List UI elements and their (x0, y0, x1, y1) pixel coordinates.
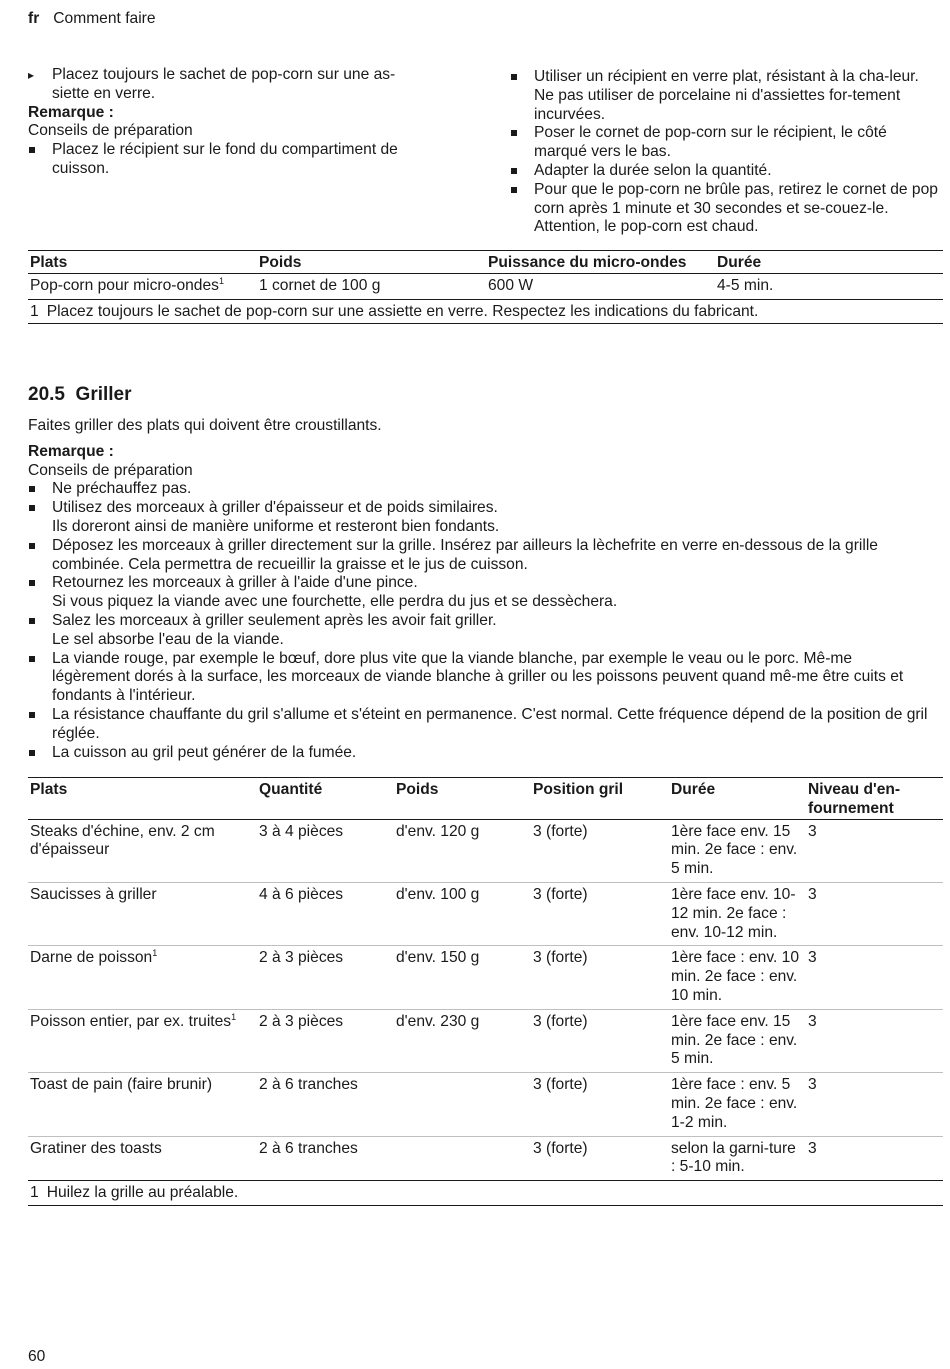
list-item: Pour que le pop-corn ne brûle pas, retirez le cornet de pop corn après 1 minute et 30 secondes et se-couez-le. Attention, le pop-corn est chaud. (510, 181, 940, 237)
table-cell: 3 (806, 946, 943, 1009)
item-text: La résistance chauffante du gril s'allume et s'éteint en permanence. C'est normal. Cette fréquence dépend de la position de gril réglée. (52, 705, 928, 742)
table-cell: d'env. 100 g (394, 882, 531, 945)
table-cell (28, 1136, 257, 1181)
popcorn-left-column (28, 66, 448, 179)
popcorn-right-list (510, 68, 940, 237)
item-subtext: Si vous piquez la viande avec une fourchette, elle perdra du jus et se dessèchera. (52, 593, 618, 611)
item-text: Salez les morceaux à griller seulement après les avoir fait griller. (52, 611, 497, 629)
table-cell: 3 (806, 819, 943, 882)
column-header: Poids (394, 778, 531, 820)
item-text: Ne préchauffez pas. (52, 480, 192, 498)
table-header-row (28, 251, 943, 274)
table-cell: 2 à 3 pièces (257, 946, 394, 1009)
column-header: Poids (257, 251, 486, 274)
popcorn-tip-line2: siette en verre. (52, 84, 156, 102)
footnote-text: Placez toujours le sachet de pop-corn sur une assiette en verre. Respectez les indications du fabricant. (46, 302, 759, 320)
cell-text: Gratiner des toasts (30, 1139, 162, 1157)
cell-text: Darne de poisson (30, 949, 153, 967)
table-cell: 4 à 6 pièces (257, 882, 394, 945)
table-cell: 2 à 6 tranches (257, 1073, 394, 1136)
list-item (28, 706, 928, 744)
popcorn-table (28, 250, 943, 324)
item-text: La viande rouge, par exemple le bœuf, dore plus vite que la viande blanche, par exemple le veau ou le porc. Mê-me légèrement dorés à la surface, les morceaux de viande blanche à griller ou les poissons peuvent quand mê-me être cuits et fondants à l'intérieur. (52, 649, 904, 705)
table-row (28, 1136, 943, 1181)
table-cell (394, 1073, 531, 1136)
table-cell: d'env. 120 g (394, 819, 531, 882)
table-cell (28, 273, 257, 299)
footnote-ref: 1 (218, 275, 224, 286)
table-cell: 3 (forte) (531, 882, 669, 945)
section-heading: 20.5 Griller (28, 384, 132, 405)
grill-advice-list (28, 480, 928, 762)
item-text: Retournez les morceaux à griller à l'aide d'une pince. (52, 574, 418, 592)
table-cell: selon la garni-ture : 5-10 min. (669, 1136, 806, 1181)
cell-text: Steaks d'échine, env. 2 cm d'épaisseur (30, 822, 215, 859)
popcorn-right-column (510, 68, 940, 237)
table-cell: 1 cornet de 100 g (257, 273, 486, 299)
page-number: 60 (28, 1348, 46, 1365)
item-text: Déposez les morceaux à griller directement sur la grille. Insérez par ailleurs la lèchefrite en verre en-dessous de la grille combinée. Cela permettra de recueillir la graisse et le jus de cuisson. (52, 536, 878, 573)
section-title: Comment faire (53, 10, 156, 27)
page-header (28, 10, 156, 29)
list-item: Poser le cornet de pop-corn sur le récipient, le côté marqué vers le bas. (510, 124, 940, 162)
table-cell: d'env. 150 g (394, 946, 531, 1009)
column-header: Quantité (257, 778, 394, 820)
table-cell: 3 (forte) (531, 1136, 669, 1181)
language-code: fr (28, 10, 40, 27)
list-item: Adapter la durée selon la quantité. (510, 162, 940, 181)
footnote-ref: 1 (231, 1011, 237, 1022)
table-header-row (28, 778, 943, 820)
popcorn-left-list (28, 141, 448, 179)
grill-intro: Faites griller des plats qui doivent être croustillants. (28, 417, 382, 434)
table-footnote (28, 1181, 943, 1206)
grill-table (28, 777, 943, 1206)
cell-text: Pop-corn pour micro-ondes (30, 276, 219, 294)
table-row (28, 273, 943, 299)
table-cell: 3 à 4 pièces (257, 819, 394, 882)
table-footnote-row (28, 1181, 943, 1206)
popcorn-remark-label: Remarque : (28, 103, 114, 121)
cell-text: Poisson entier, par ex. truites (30, 1012, 232, 1030)
list-item (28, 650, 928, 706)
table-cell: 1ère face env. 15 min. 2e face : env. 5 min. (669, 1009, 806, 1072)
list-item (28, 744, 928, 763)
table-cell (28, 1073, 257, 1136)
column-header: Niveau d'en-fournement (806, 778, 943, 820)
item-subtext: Ils doreront ainsi de manière uniforme et resteront bien fondants. (52, 517, 500, 535)
table-cell: 1ère face : env. 10 min. 2e face : env. 10 min. (669, 946, 806, 1009)
table-row (28, 882, 943, 945)
popcorn-tip-list (28, 66, 448, 104)
grill-section (28, 417, 928, 762)
table-cell (28, 819, 257, 882)
column-header: Plats (28, 251, 257, 274)
cell-text: Saucisses à griller (30, 885, 157, 903)
column-header: Durée (715, 251, 943, 274)
grill-advice-label: Conseils de préparation (28, 461, 193, 479)
table-cell (394, 1136, 531, 1181)
popcorn-advice-label: Conseils de préparation (28, 122, 193, 140)
table-cell: 3 (806, 1136, 943, 1181)
table-cell: 3 (forte) (531, 1073, 669, 1136)
table-cell: 2 à 3 pièces (257, 1009, 394, 1072)
list-item: Utiliser un récipient en verre plat, résistant à la cha-leur. Ne pas utiliser de porcelaine ni d'assiettes for-tement incurvées. (510, 68, 940, 124)
cell-text: Toast de pain (faire brunir) (30, 1076, 213, 1094)
table-cell (28, 946, 257, 1009)
column-header: Durée (669, 778, 806, 820)
table-cell: 2 à 6 tranches (257, 1136, 394, 1181)
list-item (28, 537, 928, 575)
footnote-mark: 1 (30, 302, 39, 320)
list-item (28, 480, 928, 499)
table-cell: 1ère face : env. 5 min. 2e face : env. 1-2 min. (669, 1073, 806, 1136)
table-cell: 3 (forte) (531, 819, 669, 882)
list-item: Placez le récipient sur le fond du compartiment de cuisson. (28, 141, 448, 179)
table-footnote (28, 299, 943, 324)
table-cell: 3 (806, 1009, 943, 1072)
footnote-text: Huilez la grille au préalable. (46, 1184, 239, 1202)
item-text: La cuisson au gril peut générer de la fumée. (52, 743, 357, 761)
table-cell: d'env. 230 g (394, 1009, 531, 1072)
table-cell: 3 (806, 882, 943, 945)
table-cell: 1ère face env. 10-12 min. 2e face : env. 10-12 min. (669, 882, 806, 945)
table-row (28, 1009, 943, 1072)
list-item (28, 574, 928, 612)
popcorn-tip-line1: Placez toujours le sachet de pop-corn sur une as- (52, 66, 396, 83)
table-cell: 1ère face env. 15 min. 2e face : env. 5 min. (669, 819, 806, 882)
popcorn-tip (28, 66, 448, 104)
grill-remark-label: Remarque : (28, 442, 114, 460)
item-text: Utilisez des morceaux à griller d'épaisseur et de poids similaires. (52, 499, 498, 517)
table-cell: 3 (806, 1073, 943, 1136)
table-cell: 4-5 min. (715, 273, 943, 299)
table-cell (28, 1009, 257, 1072)
column-header: Position gril (531, 778, 669, 820)
table-cell: 3 (forte) (531, 1009, 669, 1072)
table-row (28, 1073, 943, 1136)
list-item (28, 612, 928, 650)
table-row (28, 946, 943, 1009)
column-header: Puissance du micro-ondes (486, 251, 715, 274)
footnote-ref: 1 (152, 948, 158, 959)
table-cell: 600 W (486, 273, 715, 299)
column-header: Plats (28, 778, 257, 820)
table-row (28, 819, 943, 882)
table-cell (28, 882, 257, 945)
footnote-mark: 1 (30, 1184, 39, 1202)
table-footnote-row (28, 299, 943, 324)
item-subtext: Le sel absorbe l'eau de la viande. (52, 630, 284, 648)
table-cell: 3 (forte) (531, 946, 669, 1009)
list-item (28, 499, 928, 537)
